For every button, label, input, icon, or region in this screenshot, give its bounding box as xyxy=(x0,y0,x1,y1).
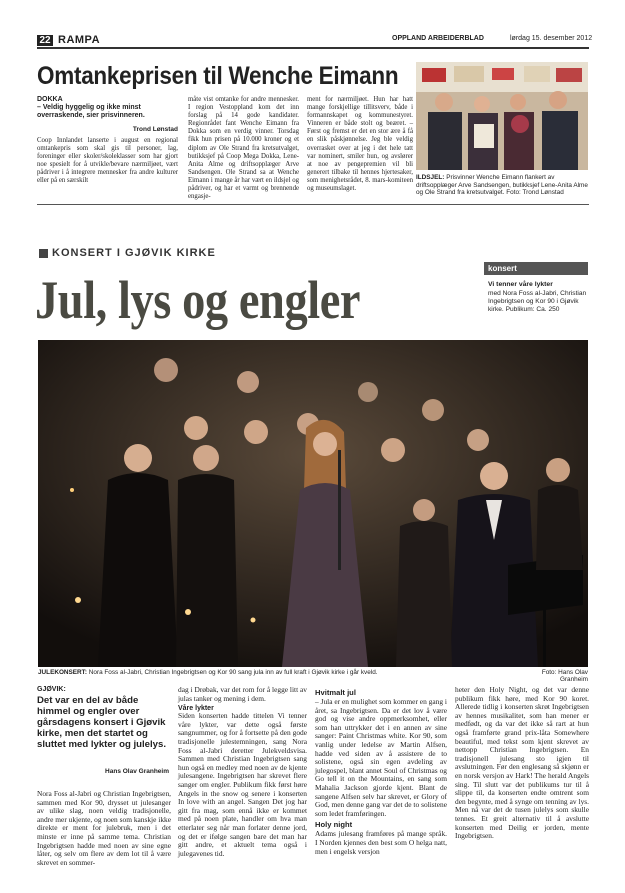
factbox-title: Vi tenner våre lykter xyxy=(488,281,553,288)
kicker-square xyxy=(39,249,48,258)
photo-caption-text: Nora Foss al-Jabri, Christian Ingebrigtsen og Kor 90 sang jula inn av full kraft i Gjøvik kirke i går kveld. xyxy=(88,669,378,676)
factbox-tag: konsert xyxy=(484,262,588,275)
top-story-column-2: måte vist omtanke for andre mennesker. I region Vestoppland kom det inn forslag på 14 gode kandidater. Regionrådet fant Wenche Eimann fra Dokka som en verdig vinner. Torsdag fikk hun prisen på 10.000 kroner og et diplom av Ole Strand fra kretsutvalget, butikksjef på Coop Mega Dokka, Lene-Anita Alme og driftsopplæger Arve Sandsengen. Ole Strand sa at Wenche Eimann i mange år har vært en ildsjel og pådriver, og har et varmt og brennende engasje- xyxy=(188,96,299,201)
top-story-headline: Omtankeprisen til Wenche Eimann xyxy=(37,62,399,90)
subheading-vare-lykter: Våre lykter xyxy=(178,705,214,713)
main-story-byline: Hans Olav Granheim xyxy=(105,768,169,775)
main-story-dateline: GJØVIK: xyxy=(37,686,66,693)
column-3-body: – Jula er en mulighet som kommer en gang i året, sa Ingebrigtsen. Da er det lov å være god og vise andre oppmerksomhet, eller som han uttrykker det i en annen av sine sanger: Paint Christmas white. Kor 90, som vanlig under ledelse av Martin Alfsen, hadde ved siden av å assistere de to solistene, også sin egen avdeling av julegospel, blant annet Soul of Christmas og Go tell it on the Mountains, en sang som Mahalia Jackson gjorde kjent. Blant de sangene Alfsen selv har skrevet, er Glory of God, men denne gang var det de to solistene som ledet framføringen. xyxy=(315,697,447,818)
concert-photo xyxy=(38,340,588,667)
main-story-column-3 xyxy=(315,686,447,856)
column-2-body: Siden konserten hadde tittelen Vi tenner våre lykter, var dette også første sangnummer, og for å fortsette på den gode tradisjonelle julestemningen, sang Nora Foss al-Jabri deretter Julekveldsvisa. Sammen med Christian Ingebrigtsen sang hun også en medley med noen av de kjente julesangene. Ingebrigtsen har skrevet flere sanger om engler. Publikum fikk først høre Angels in the snow og senere i konserten In love with an angel. Sangen Det jog har gitt fra mag, som ennå ikke er kommet med på noen plate, handler om hva man etterlater seg når man forlater denne jord, og det er ifølge sangen bare det man har gitt andre, et aktuelt tema også i julegavenes tid. xyxy=(178,711,307,858)
header-rule xyxy=(37,47,589,49)
top-story-dateline: DOKKA xyxy=(37,96,63,103)
factbox-body: med Nora Foss al-Jabri, Christian Ingebrigtsen og Kor 90 i Gjøvik kirke. Publikum: Ca. 250 xyxy=(488,290,587,313)
main-story-column-4: heter den Holy Night, og det var denne publikum fikk høre, med Kor 90 koret. Allerede tidlig i konserten skrøt Ingebrigtsen av hennes musikalitet, som han mener er medfødt, og da var det ikke så rart at hun også framførte grand prix-låta Somewhere beautiful, med tekst som kjent skrevet av nettopp Christian Ingebrigtsen. En tradisjonell julesang sto igjen til avslutningen. Før den englesang så skjønn er en norsk versjon av Hark! The herald Angels sing. Til slutt var det publikums tur til å slippe til, da konserten endte omtrent som den begynte, med å synge om tenning av lys. Men nå var det de tusen julelys som skulle tennes. Et greit alternativ til å avslutte konserten med Deilig er jorden, mente Ingebrigtsen. xyxy=(455,685,589,841)
subheading-hvitmalt-jul: Hvitmalt jul xyxy=(315,688,356,697)
page-number: 22 xyxy=(37,35,53,46)
top-story-column-3: ment for nærmiljøet. Hun har hatt mange forskjellige tillitsverv, både i formannskapet og kommunestyret. Vinneren er både stolt og beæret. – Først og fremst er det en stor ære å få en slik påskjønnelse. Jeg ble veldig overrasket over at jeg i det hele tatt var nominert, smiler hun, og avslører at noe av pengepremien vil bli generert tilbake til hennes hjertesaker, som menighetsrådet, 8. mars-komiteen og museumslaget. xyxy=(307,96,413,193)
award-photo-caption xyxy=(416,174,588,197)
column-3-end: Adams julesang framføres på mange språk. I Norden kjennes den best som O helga natt, men i engelsk versjon xyxy=(315,829,447,856)
column-2-intro: dag i Drøbak, var det rom for å legge litt av julas tanker og mening i dem. xyxy=(178,685,307,703)
main-story-lead: Det var en del av både himmel og engler over gårsdagens konsert i Gjøvik kirke, men det startet og sluttet med lykter og julelys. xyxy=(37,695,167,750)
main-story-column-2 xyxy=(178,686,307,858)
photo-caption-label: JULEKONSERT: xyxy=(38,669,87,676)
concert-photo-caption xyxy=(38,669,518,676)
issue-date: lørdag 15. desember 2012 xyxy=(510,35,593,42)
section-name: RAMPA xyxy=(58,34,101,46)
award-photo xyxy=(416,62,588,170)
concert-photo-credit: Foto: Hans Olav Granheim xyxy=(541,669,588,683)
subheading-holy-night: Holy night xyxy=(315,820,353,830)
top-story-lead: – Veldig hyggelig og ikke minst overraskende, sier prisvinneren. xyxy=(37,104,145,119)
main-story-headline: Jul, lys og engler xyxy=(35,270,361,330)
caption-credit: Foto: Trond Lønstad xyxy=(506,189,564,197)
top-story-column-1: Coop Innlandet lanserte i august en regional omtankepris som skal gis til personer, lag, foreninger eller skoler/skoleklasser som har gjort noe spesielt for å utvikle/bevare nærmiljøet, vært pådriver i å integrere mennesker fra andre kulturer eller på en særskilt xyxy=(37,137,178,185)
newspaper-name: OPPLAND ARBEIDERBLAD xyxy=(392,35,484,42)
top-story-byline: Trond Lønstad xyxy=(132,126,178,133)
main-story-column-1: Nora Foss al-Jabri og Christian Ingebrigtsen, sammen med Kor 90, drysset ut julesanger av ulike slag, noen veldig tradisjonelle, andre mer ukjente, og noen som kanskje ikke direkte er ment for julebruk, men i det minste er inne på samme tema. Christian Ingebrigtsen hadde med noen av sine egne låter, og selv om flere av dem lot til å være skrevet en sommer- xyxy=(37,789,171,867)
story-divider xyxy=(37,204,589,205)
caption-label: ILDSJEL: xyxy=(416,174,445,181)
main-story-kicker: KONSERT I GJØVIK KIRKE xyxy=(52,247,216,259)
caption-text: Prisvinner Wenche Eimann flankert av driftsopplæger Arve Sandsengen, butikksjef Lene-Anita Alme og Ole Strand fra kretsutvalget. xyxy=(416,174,588,197)
